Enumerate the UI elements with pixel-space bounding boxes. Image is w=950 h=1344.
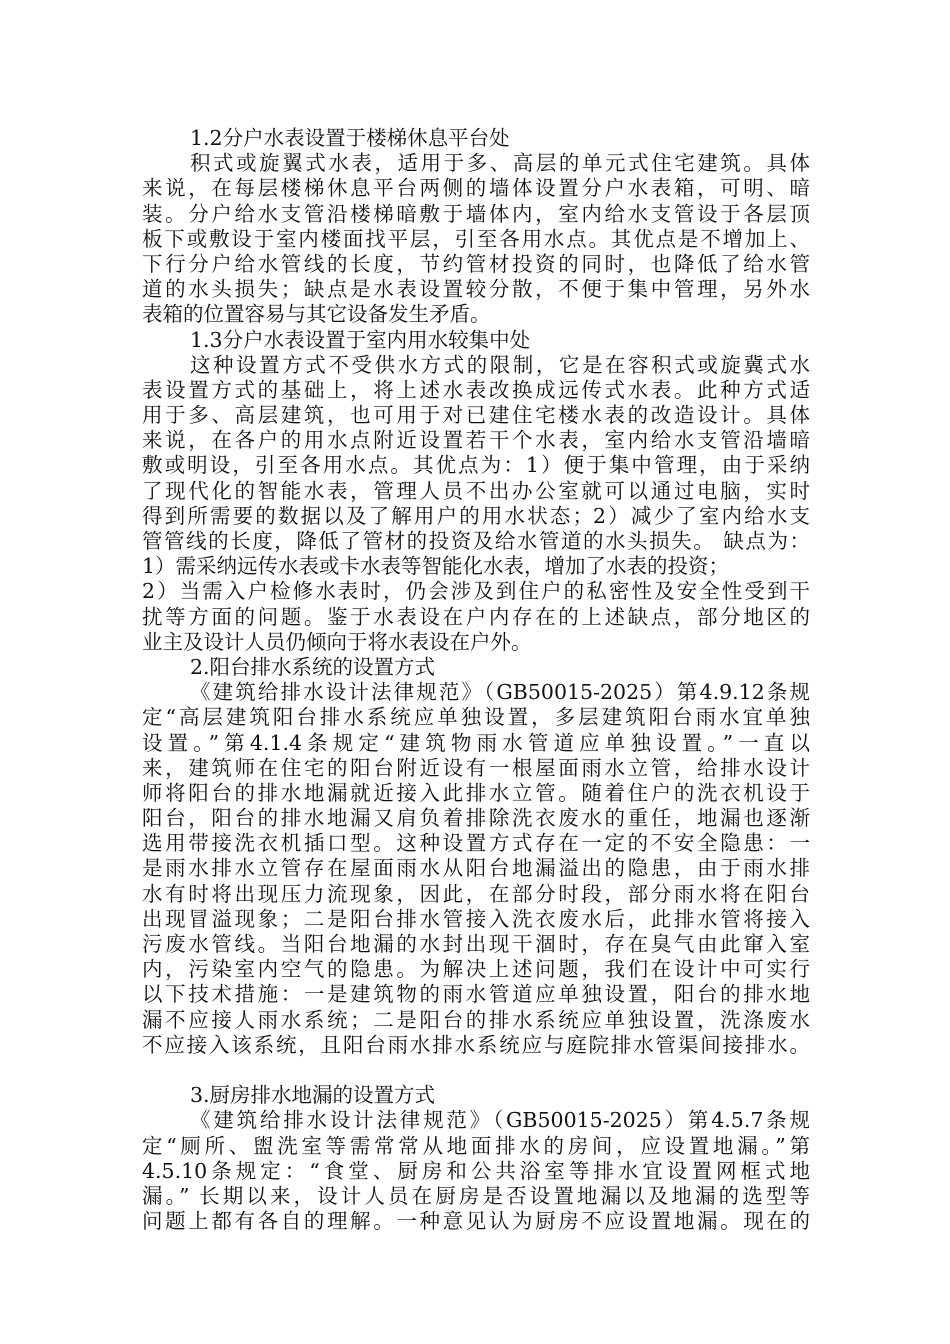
text-line: 设置。”第4.1.4条规定“建筑物雨水管道应单独设置。”一直以	[142, 730, 810, 755]
text-line: 《建筑给排水设计法律规范》（GB50015-2025）第4.5.7条规	[190, 1108, 810, 1133]
text-line: 定“厕所、盥洗室等需常常从地面排水的房间，应设置地漏。”第	[142, 1133, 810, 1158]
text-line: 1.3分户水表设置于室内用水较集中处	[190, 327, 531, 352]
text-line: 下行分户给水管线的长度，节约管材投资的同时，也降低了给水管	[142, 251, 810, 276]
text-line: 来说，在每层楼梯休息平台两侧的墙体设置分户水表箱，可明、暗	[142, 176, 810, 201]
text-line: 用于多、高层建筑，也可用于对已建住宅楼水表的改造设计。具体	[142, 403, 810, 428]
text-line: 4.5.10条规定：“食堂、厨房和公共浴室等排水宜设置网框式地	[142, 1158, 810, 1183]
text-line: 1）需采纳远传水表或卡水表等智能化水表，增加了水表的投资；	[142, 554, 730, 579]
text-line: 不应接入该系统，且阳台雨水排水系统应与庭院排水管渠间接排水。	[142, 1032, 810, 1057]
text-line: 这种设置方式不受供水方式的限制，它是在容积式或旋冀式水	[190, 352, 810, 377]
text-line: 内，污染室内空气的隐患。为解决上述问题，我们在设计中可实行	[142, 957, 810, 982]
text-line: 漏。” 长期以来，设计人员在厨房是否设置地漏以及地漏的选型等	[142, 1183, 810, 1208]
text-line: 来说，在各户的用水点附近设置若干个水表，室内给水支管沿墙暗	[142, 428, 810, 453]
text-line: 《建筑给排水设计法律规范》（GB50015-2025）第4.9.12条规	[190, 680, 810, 705]
text-line: 敷或明设，引至各用水点。其优点为：1）便于集中管理，由于采纳	[142, 453, 810, 478]
text-line: 是雨水排水立管存在屋面雨水从阳台地漏溢出的隐患，由于雨水排	[142, 856, 810, 881]
text-line: 选用带接洗衣机插口型。这种设置方式存在一定的不安全隐患：一	[142, 831, 810, 856]
text-line: 2）当需入户检修水表时，仍会涉及到住户的私密性及安全性受到干	[142, 579, 810, 604]
blank-line	[142, 1058, 810, 1083]
document-body	[142, 126, 810, 1234]
text-line: 管管线的长度，降低了管材的投资及给水管道的水头损失。 缺点为：	[142, 529, 810, 553]
text-line: 表箱的位置容易与其它设备发生矛盾。	[142, 302, 491, 327]
text-line: 装。分户给水支管沿楼梯暗敷于墙体内，室内给水支管设于各层顶	[142, 201, 810, 226]
text-line: 1.2分户水表设置于楼梯休息平台处	[190, 126, 510, 150]
text-line: 出现冒溢现象；二是阳台排水管接入洗衣废水后，此排水管将接入	[142, 906, 810, 931]
text-line: 3.厨房排水地漏的设置方式	[190, 1083, 436, 1108]
text-line: 积式或旋翼式水表，适用于多、高层的单元式住宅建筑。具体	[190, 151, 810, 176]
text-line: 师将阳台的排水地漏就近接入此排水立管。随着住户的洗衣机设于	[142, 780, 810, 805]
text-line: 扰等方面的问题。鉴于水表设在户内存在的上述缺点，部分地区的	[142, 604, 810, 629]
text-line: 问题上都有各自的理解。一种意见认为厨房不应设置地漏。现在的	[142, 1209, 810, 1234]
text-line: 水有时将出现压力流现象，因此，在部分时段，部分雨水将在阳台	[142, 881, 810, 906]
text-line: 道的水头损失；缺点是水表设置较分散，不便于集中管理，另外水	[142, 277, 810, 302]
text-line: 以下技术措施：一是建筑物的雨水管道应单独设置，阳台的排水地	[142, 982, 810, 1007]
text-line: 阳台，阳台的排水地漏又肩负着排除洗衣废水的重任，地漏也逐渐	[142, 806, 810, 831]
text-line: 板下或敷设于室内楼面找平层，引至各用水点。其优点是不增加上、	[142, 226, 810, 251]
text-line: 了现代化的智能水表，管理人员不出办公室就可以通过电脑，实时	[142, 478, 810, 503]
text-line: 漏不应接人雨水系统；二是阳台的排水系统应单独设置，洗涤废水	[142, 1007, 810, 1032]
text-line: 污废水管线。当阳台地漏的水封出现干涸时，存在臭气由此窜入室	[142, 932, 810, 956]
text-line: 表设置方式的基础上，将上述水表改换成远传式水表。此种方式适	[142, 377, 810, 402]
text-line: 得到所需要的数据以及了解用户的用水状态；2）减少了室内给水支	[142, 503, 810, 528]
text-line: 定“高层建筑阳台排水系统应单独设置，多层建筑阳台雨水宜单独	[142, 705, 810, 730]
text-line: 业主及设计人员仍倾向于将水表设在户外。	[142, 629, 532, 654]
text-line: 2.阳台排水系统的设置方式	[190, 654, 436, 679]
text-line: 来，建筑师在住宅的阳台附近设有一根屋面雨水立管，给排水设计	[142, 755, 810, 780]
